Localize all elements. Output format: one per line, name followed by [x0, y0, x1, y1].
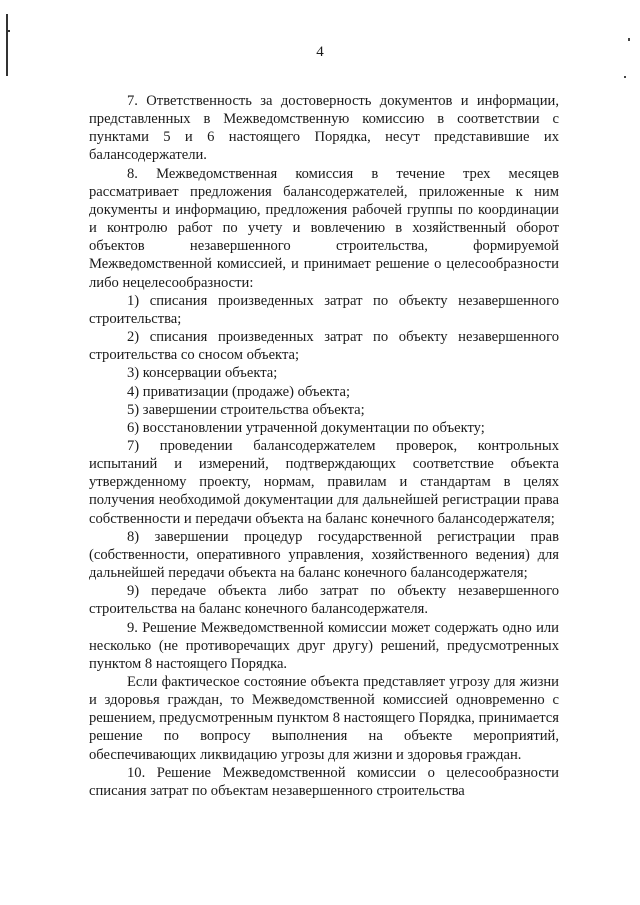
- paragraph-9: 9. Решение Межведомственной комиссии может содержать одно или несколько (не противоречащих друг другу) решений, предусмотренных пунктом 8 настоящего Порядка.: [89, 619, 559, 672]
- scan-edge-mark: [6, 30, 10, 32]
- paragraph-7: 7. Ответственность за достоверность документов и информации, представленных в Межведомственную комиссию в соответствии с пунктами 5 и 6 настоящего Порядка, несут представившие их балансодержатели.: [89, 93, 559, 164]
- list-item-1: 1) списания произведенных затрат по объекту незавершенного строительства;: [89, 292, 559, 327]
- list-item-9: 9) передаче объекта либо затрат по объекту незавершенного строительства на баланс конечного балансодержателя.: [89, 583, 559, 618]
- list-item-8: 8) завершении процедур государственной регистрации прав (собственности, оперативного управления, хозяйственного ведения) для дальнейшей передачи объекта на баланс конечного балансодержателя;: [89, 528, 559, 582]
- paragraph-10: 10. Решение Межведомственной комиссии о целесообразности списания затрат по объектам незавершенного строительства: [89, 764, 559, 799]
- scan-speck: [624, 76, 626, 78]
- list-item-7: 7) проведении балансодержателем проверок, контрольных испытаний и измерений, подтверждающих соответствие объекта утвержденному проекту, нормам, правилам и стандартам в целях получения необходимой документации для дальнейшей регистрации права собственности и передачи объекта на баланс конечного балансодержателя;: [89, 437, 559, 527]
- list-item-2: 2) списания произведенных затрат по объекту незавершенного строительства со сносом объекта;: [89, 329, 559, 364]
- paragraph-9-continued: Если фактическое состояние объекта представляет угрозу для жизни и здоровья граждан, то Межведомственной комиссией одновременно с решением, предусмотренным пунктом 8 настоящего Порядка, принимается решение по вопросу выполнения на объекте мероприятий, обеспечивающих ликвидацию угрозы для жизни и здоровья граждан.: [89, 674, 559, 763]
- list-item-5: 5) завершении строительства объекта;: [127, 401, 365, 418]
- page-number: 4: [316, 44, 324, 60]
- list-item-3: 3) консервации объекта;: [127, 365, 278, 382]
- paragraph-8: 8. Межведомственная комиссия в течение трех месяцев рассматривает предложения балансодержателей, приложенные к ним документы и информацию, предложения рабочей группы по координации и контролю работ по учету и вовлечению в хозяйственный оборот объектов незавершенного строительства, формируемой Межведомственной комиссией, и принимает решение о целесообразности либо нецелесообразности:: [89, 165, 559, 291]
- scan-speck: [628, 38, 630, 41]
- document-body: [89, 92, 559, 800]
- list-item-6: 6) восстановлении утраченной документации по объекту;: [127, 419, 485, 436]
- list-item-4: 4) приватизации (продаже) объекта;: [127, 383, 351, 400]
